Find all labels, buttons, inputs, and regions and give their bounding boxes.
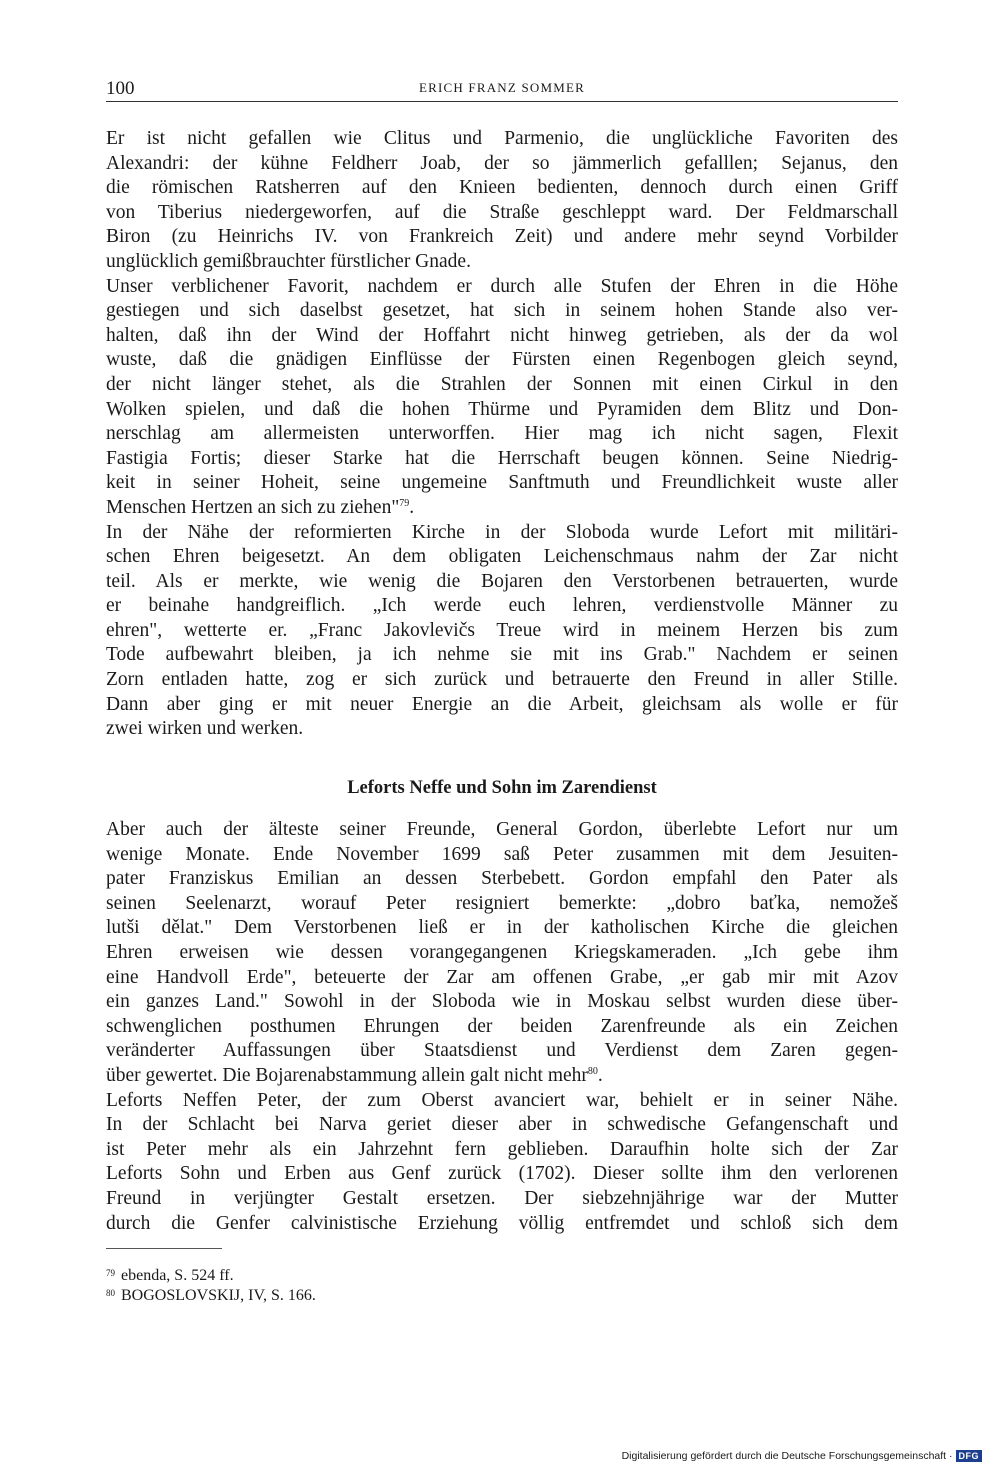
- footnote-text: BOGOSLOVSKIJ, IV, S. 166.: [121, 1287, 316, 1304]
- dfg-logo-icon: DFG: [956, 1450, 983, 1462]
- footnote-80: [106, 1286, 316, 1306]
- text-line: die römischen Ratsherren auf den Knieen bedienten, dennoch durch einen Griff: [106, 177, 898, 199]
- footnote-marker: 79: [106, 1268, 115, 1278]
- text-line: veränderter Auffassungen über Staatsdienst und Verdienst dem Zaren gegen-: [106, 1040, 898, 1062]
- text-line: zwei wirken und werken.: [106, 718, 304, 740]
- footnote-ref-80[interactable]: 80: [587, 1065, 598, 1077]
- text-line: Zorn entladen hatte, zog er sich zurück und betrauerte den Freund in aller Stille.: [106, 669, 898, 691]
- text-line: pater Franziskus Emilian an dessen Sterbebett. Gordon empfahl den Pater als: [106, 868, 898, 890]
- text-line-with-footnote: [106, 1064, 898, 1089]
- text-line: Tode aufbewahrt bleiben, ja ich nehme sie mit ins Grab." Nachdem er seinen: [106, 644, 898, 666]
- text-line: ehren", wetterte er. „Franc Jakovlevičs Treue wird in meinem Herzen bis zum: [106, 619, 898, 641]
- text-line: Wolken spielen, und daß die hohen Thürme und Pyramiden dem Blitz und Don-: [106, 398, 898, 420]
- text-line: Leforts Neffen Peter, der zum Oberst avanciert war, behielt er in seiner Nähe.: [106, 1089, 898, 1111]
- page-header: [106, 78, 898, 102]
- text-line: keit in seiner Hoheit, seine ungemeine Sanftmuth und Freundlichkeit wuste aller: [106, 472, 898, 494]
- body-section-2: [106, 818, 898, 1236]
- text-line: nerschlag am allermeisten unterworffen. Hier mag ich nicht sagen, Flexit: [106, 423, 898, 445]
- text-line: Freund in verjüngter Gestalt ersetzen. Der siebzehnjährige war der Mutter: [106, 1187, 898, 1209]
- credit-text: Digitalisierung gefördert durch die Deutsche Forschungsgemeinschaft ·: [621, 1450, 953, 1462]
- text-line: Ehren erweisen wie dessen vorangegangenen Kriegskameraden. „Ich gebe ihm: [106, 941, 898, 963]
- footnote-79: [106, 1266, 316, 1286]
- text-line: wuste, daß die gnädigen Einflüsse der Fürsten einen Regenbogen gleich seynd,: [106, 349, 898, 371]
- section-heading: Leforts Neffe und Sohn im Zarendienst: [347, 778, 657, 798]
- text-line: gestiegen und sich daselbst gesetzet, hat sich in seinem hohen Stande also ver-: [106, 300, 898, 322]
- footnote-ref-suffix: .: [597, 1064, 603, 1086]
- running-head: ERICH FRANZ SOMMER: [418, 80, 586, 95]
- text-line: Aber auch der älteste seiner Freunde, General Gordon, überlebte Lefort nur um: [106, 819, 898, 840]
- body-section-1: [106, 127, 898, 742]
- text-line: der nicht länger stehet, als die Strahlen der Sonnen mit einen Cirkul in den: [106, 373, 898, 395]
- text-line: Menschen Hertzen an sich zu ziehen": [106, 496, 400, 518]
- footnotes: [106, 1266, 316, 1306]
- text-line: teil. Als er merkte, wie wenig die Bojaren den Verstorbenen betrauerten, wurde: [106, 570, 898, 592]
- text-line-with-footnote: [106, 496, 898, 521]
- footnote-ref-suffix: .: [409, 496, 415, 518]
- text-line: Biron (zu Heinrichs IV. von Frankreich Zeit) und andere mehr seynd Vorbilder: [106, 226, 898, 248]
- footnote-marker: 80: [106, 1288, 115, 1298]
- footnote-rule: [106, 1248, 222, 1249]
- text-line: Unser verblichener Favorit, nachdem er durch alle Stufen der Ehren in die Höhe: [106, 275, 898, 297]
- text-line: schen Ehren beigesetzt. An dem obligaten Leichenschmaus nahm der Zar nicht: [106, 546, 898, 568]
- text-line: ein ganzes Land." Sowohl in der Sloboda wie in Moskau selbst wurden diese über-: [106, 991, 898, 1013]
- text-line: Er ist nicht gefallen wie Clitus und Parmenio, die unglückliche Favoriten des: [106, 128, 898, 149]
- text-line: In der Nähe der reformierten Kirche in der Sloboda wurde Lefort mit militäri-: [106, 521, 898, 543]
- page-number: 100: [106, 78, 135, 99]
- text-line: ist Peter mehr als ein Jahrzehnt fern geblieben. Daraufhin holte sich der Zar: [106, 1138, 898, 1160]
- text-line: wenige Monate. Ende November 1699 saß Peter zusammen mit dem Jesuiten-: [106, 843, 898, 865]
- text-line: über gewertet. Die Bojarenabstammung allein galt nicht mehr: [106, 1064, 588, 1086]
- text-line: von Tiberius niedergeworfen, auf die Straße geschleppt ward. Der Feldmarschall: [106, 201, 898, 223]
- text-line: Alexandri: der kühne Feldherr Joab, der so jämmerlich gefalllen; Sejanus, den: [106, 152, 898, 174]
- text-line: Dann aber ging er mit neuer Energie an die Arbeit, gleichsam als wolle er für: [106, 693, 898, 715]
- text-line: Fastigia Fortis; dieser Starke hat die Herrschaft beugen können. Seine Niedrig-: [106, 447, 898, 469]
- text-line: halten, daß ihn der Wind der Hoffahrt nicht hinweg getrieben, als der da wol: [106, 324, 898, 346]
- footnote-text: ebenda, S. 524 ff.: [121, 1267, 234, 1284]
- text-line: durch die Genfer calvinistische Erziehung völlig entfremdet und schloß sich dem: [106, 1212, 898, 1234]
- text-line: In der Schlacht bei Narva geriet dieser aber in schwedische Gefangenschaft und: [106, 1114, 898, 1136]
- text-line: lutši dělat." Dem Verstorbenen ließ er in der katholischen Kirche die gleichen: [106, 917, 898, 939]
- text-line: schwenglichen posthumen Ehrungen der beiden Zarenfreunde als ein Zeichen: [106, 1015, 898, 1037]
- text-line: unglücklich gemißbrauchter fürstlicher Gnade.: [106, 250, 471, 272]
- text-line: seinen Seelenarzt, worauf Peter resigniert bemerkte: „dobro baťka, nemožeš: [106, 892, 898, 914]
- text-line: er beinahe handgreiflich. „Ich werde euch lehren, verdienstvolle Männer zu: [106, 595, 898, 617]
- header-rule: [106, 101, 898, 102]
- text-line: Leforts Sohn und Erben aus Genf zurück (1702). Dieser sollte ihm den verlorenen: [106, 1163, 898, 1185]
- digitization-credit: [622, 1450, 982, 1462]
- text-line: eine Handvoll Erde", beteuerte der Zar am offenen Grabe, „er gab mir mit Azov: [106, 966, 898, 988]
- footnote-ref-79[interactable]: 79: [399, 497, 410, 509]
